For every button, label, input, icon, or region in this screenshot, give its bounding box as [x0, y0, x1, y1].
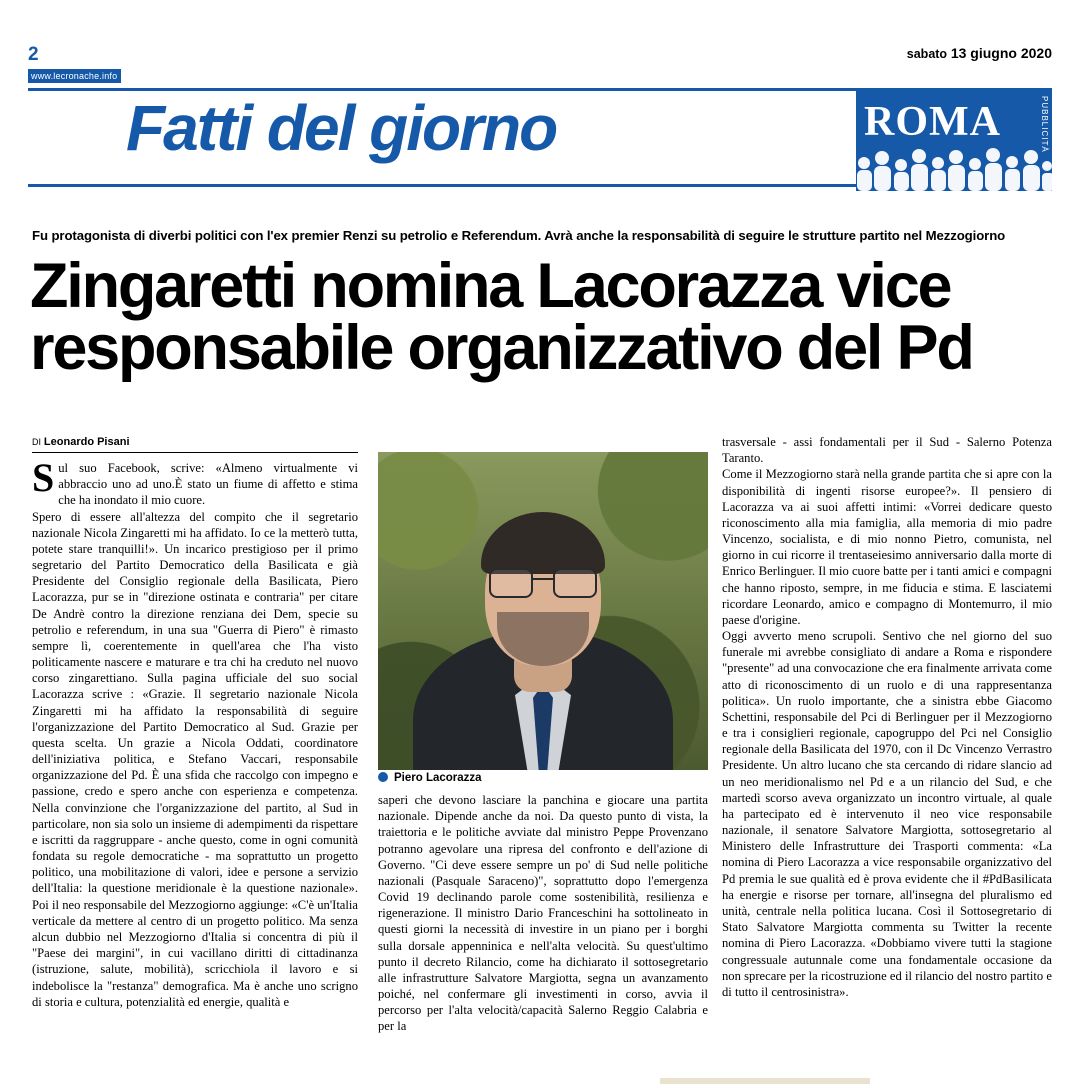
article-paragraph: trasversale - assi fondamentali per il Sud - Salerno Potenza Taranto. — [722, 435, 1052, 466]
top-bar — [28, 44, 1052, 82]
photo-subject-glasses-icon — [489, 568, 597, 594]
section-title: Fatti del giorno — [126, 92, 557, 164]
photo-caption — [378, 772, 708, 784]
byline-author: Leonardo Pisani — [43, 436, 130, 448]
byline — [32, 436, 130, 448]
caption-bullet-icon — [378, 772, 388, 782]
article-column-2 — [378, 792, 708, 1035]
masthead-rule-top — [28, 88, 856, 91]
article-paragraph: Spero di essere all'altezza del compito che il segretario nazionale Nicola Zingaretti mi ha affidato. Io ce la metterò tutta, potete stare tranquilli!». Un incarico prestigioso per il primo segretario del Partito Democratico della Basilicata e già Presidente del Consiglio regionale della Basilicata, Piero Lacorazza, pur se in "direzione ostinata e contraria" per citare De Andrè contro la direzione renziana dei Dem, specie su petrolio e referendum, in una sua "Guerra di Piero" è rimasto sempre lì, coerentemente in quell'area che l'ha visto politicamente nascere e maturare e tra chi ha creduto nel nuovo corso zingarettiano. Sulla pagina ufficiale del suo social Lacorazza scrive : «Grazie. Il segretario nazionale Nicola Zingaretti mi ha affidato la responsabilità di seguire l'organizzazione del Partito Democratico al Sud. Grazie per questa scelta. Un grazie a Nicola Oddati, coordinatore dell'iniziativa politica, e Stefano Vaccari, responsabile organizzazione del Pd. È una sfida che raccolgo con impegno e passione, credo e spero anche con esperienza e competenza. Nella convinzione che l'organizzazione del partito, al Sud in particolare, non sia solo un insieme di adempimenti da rispettare e iscritti da raggruppare - anche questo, come in ogni comunità fondata su regole democratiche - ma soprattutto un progetto politico, una mobilitazione di valori, idee e persone a servizio dell'Italia: la questione meridionale è la questione nazionale». Poi il neo responsabile del Mezzogiorno aggiunge: «C'è un'Italia verticale da mettere al centro di un progetto politico. Ma senza alcun dubbio nel Mezzogiorno d'Italia si concentra di più il "Paese dei margini", in cui vacillano diritti di cittadinanza (istruzione, salute, mobilità), scricchiola il lavoro e si indebolisce la "restanza" demografica. Ma è anche uno scrigno di storia e cultura, potenzialità ed energie, qualità e — [32, 509, 358, 1009]
byline-prefix: DI — [32, 437, 41, 447]
article-paragraph: Sul suo Facebook, scrive: «Almeno virtualmente vi abbraccio uno ad uno.È stato un fiume di affetto e stima che ha inondato il mio cuore. — [32, 455, 358, 508]
caption-text: Piero Lacorazza — [394, 772, 482, 784]
section-masthead — [28, 88, 1052, 198]
article-paragraph: saperi che devono lasciare la panchina e giocare una partita nazionale. Dipende anche da noi. Da questo punto di vista, la traiettoria e le politiche avviate dal ministro Peppe Provenzano potranno agevolare una ripresa del confronto e dell'azione di Governo. "Ci deve essere sempre un po' di Sud nelle politiche nazionali (Pasquale Saraceno)", soprattutto dopo l'emergenza Covid 19 declinando parole come sostenibilità, resilienza e rigenerazione. Il ministro Dario Franceschini ha sottolineato in questi giorni la necessità di investire in un piano per i borghi sulla dorsale appenninica e nell'alta velocità. Su quest'ultimo punto il decreto Rilancio, come ha dichiarato il sottosegretario alle infrastrutture Salvatore Margiotta, segna un avanzamento poiché, nel confermare gli investimenti in corso, avvia il percorso per l'alta velocità/capacità Salerno Reggio Calabria e per la — [378, 793, 708, 1034]
article-paragraph: Come il Mezzogiorno starà nella grande partita che si apre con la disponibilità di ingenti risorse europee?». Il pensiero di Lacorazza va ai suoi affetti intimi: «Vorrei dedicare questo riconoscimento alla mia famiglia, alla memoria di mio padre Vincenzo, socialista, e di mio nonno Pietro, comunista, nel giorno in cui ricorre il trentaseiesimo anniversario dalla morte di Enrico Berlinguer. Il mio cuore batte per i tanti amici e compagni che hanno riposto, sempre, in me fiducia e stima. E lasciatemi ricordare Leonardo, amico e compagno di Montemurro, il mio paese d'origine. — [722, 467, 1052, 627]
roma-logo-box — [856, 88, 1052, 191]
issue-date — [907, 45, 1052, 61]
crowd-illustration-icon — [856, 143, 1052, 191]
website-url[interactable]: www.lecronache.info — [28, 69, 121, 83]
article-column-3 — [722, 434, 1052, 1000]
article-paragraph: Oggi avverto meno scrupoli. Sentivo che nel giorno del suo funerale mi avrebbe consigliato di andare a Roma e rispondere "presente" ad una convocazione che era finalmente arrivata come atto di riconoscimento di un ruolo e di una rappresentanza politica». Un ruolo importante, che a sinistra ebbe Giacomo Schettini, responsabile del Pci di Berlinguer per il Mezzogiorno e tra i consiglieri regionale, capogruppo del Pci nel Consiglio regionale della Basilicata del 1970, con il Dc Vincenzo Verrastro Presidente. Un altro lucano che sta cercando di ridare slancio ad un neo meridionalismo nel Pd e a un rilancio del Sud, e che martedì scorso aveva organizzato un incontro virtuale, al quale ha partecipato ed è intervenuto il neo vice responsabile nazionale, il senatore Salvatore Margiotta, sottosegretario al Ministero delle Infrastrutture dei Trasporti commenta: «La nomina di Piero Lacorazza a vice responsabile organizzativo del Pd premia le sue qualità ed è prova evidente che il #PdBasilicata ha energie e risorse per tornare, all'insegna del pluralismo ed unità, centrale nella politica lucana. Così il Sottosegretario di Stato Salvatore Margiotta commenta su Twitter la recente nomina di Piero Lacorazza. «Dobbiamo vivere tutti la stagione congressuale autunnale come una fondamentale occasione da non sprecare per la ricostruzione ed il rilancio del nostro partito e di tutto il centrosinistra». — [722, 629, 1052, 999]
advertising-label: PUBBLICITÀ — [1040, 96, 1049, 153]
byline-rule — [32, 452, 358, 453]
masthead-rule-bottom — [28, 184, 856, 187]
article-headline: Zingaretti nomina Lacorazza vice responsabile organizzativo del Pd — [30, 251, 973, 383]
article-column-1 — [32, 455, 358, 1010]
page-number: 2 — [28, 44, 39, 65]
roma-logo-text: ROMA — [864, 99, 1001, 145]
date-weekday: sabato — [906, 47, 948, 61]
photo-portrait-lacorazza — [378, 452, 708, 770]
date-full: 13 giugno 2020 — [950, 45, 1052, 61]
bottom-strip — [660, 1078, 870, 1084]
article-photo — [378, 452, 708, 770]
article-kicker: Fu protagonista di diverbi politici con l'ex premier Renzi su petrolio e Referendum. Avrà anche la responsabilità di seguire le strutture partito nel Mezzogiorno — [32, 228, 1006, 243]
